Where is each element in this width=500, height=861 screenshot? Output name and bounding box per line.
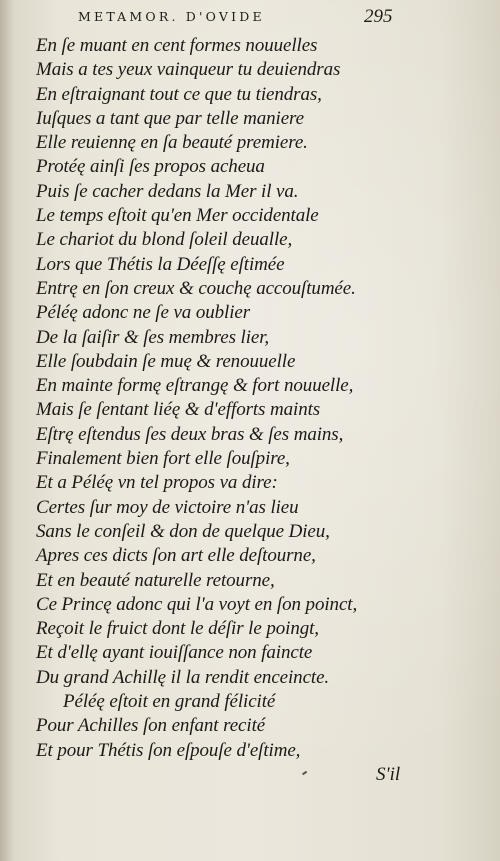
verse-line: De la ſaiſir & ſes membres lier, (36, 326, 270, 348)
page-header (0, 6, 500, 30)
verse-line: Et a Péléę vn tel propos va dire: (36, 472, 278, 494)
verse-line: Elle reuiennę en ſa beauté premiere. (36, 132, 308, 154)
verse-line: Iuſques a tant que par telle maniere (36, 107, 304, 129)
verse-line: Le temps eſtoit qu'en Mer occidentale (36, 205, 319, 227)
gutter-shadow (0, 0, 14, 861)
verse-line: Le chariot du blond ſoleil deualle, (36, 229, 293, 251)
catchword: S'il (376, 764, 401, 785)
verse-block (36, 34, 476, 763)
ink-speck (302, 771, 307, 775)
verse-line: En eſtraignant tout ce que tu tiendras, (36, 83, 322, 105)
verse-line: Péléę eſtoit en grand félicité (63, 691, 276, 713)
verse-line: Eſtrę eſtendus ſes deux bras & ſes mains, (36, 423, 344, 445)
verse-line: Finalement bien fort elle ſouſpire, (36, 448, 290, 470)
verse-line: Certes ſur moy de victoire n'as lieu (36, 496, 299, 518)
verse-line: En ſe muant en cent formes nouuelles (36, 35, 318, 56)
verse-line: Apres ces dicts ſon art elle deſtourne, (36, 545, 316, 567)
verse-line: Et d'ellę ayant iouiſſance non faincte (36, 642, 313, 664)
verse-line: Mais ſe ſentant liéę & d'efforts maints (36, 399, 321, 421)
verse-line: Entrę en ſon creux & couchę accouſtumée. (36, 277, 356, 299)
verse-line: Du grand Achillę il la rendit enceincte. (36, 666, 330, 688)
verse-line: En mainte formę eſtrangę & fort nouuelle, (36, 375, 354, 397)
verse-line: Péléę adonc ne ſe va oublier (36, 302, 251, 324)
verse-line: Protéę ainſi ſes propos acheua (36, 156, 265, 178)
verse-line: Pour Achilles ſon enfant recité (36, 715, 266, 737)
verse-line: Et en beauté naturelle retourne, (36, 569, 275, 591)
page-number: 295 (364, 6, 393, 27)
verse-line: Mais a tes yeux vainqueur tu deuiendras (36, 59, 341, 81)
verse-line: Sans le conſeil & don de quelque Dieu, (36, 520, 330, 542)
verse-line: Lors que Thétis la Déeſſę eſtimée (36, 253, 285, 275)
verse-line: Reçoit le fruict dont le déſir le poingt, (36, 618, 319, 640)
verse-line: Et pour Thétis ſon eſpouſe d'eſtime, (36, 739, 301, 761)
verse-line: Puis ſe cacher dedans la Mer il va. (36, 180, 299, 202)
verse-line: Ce Princę adonc qui l'a voyt en ſon poinct, (36, 593, 358, 615)
running-head: METAMOR. D'OVIDE (78, 9, 265, 24)
verse-line: Elle ſoubdain ſe muę & renouuelle (36, 350, 296, 372)
